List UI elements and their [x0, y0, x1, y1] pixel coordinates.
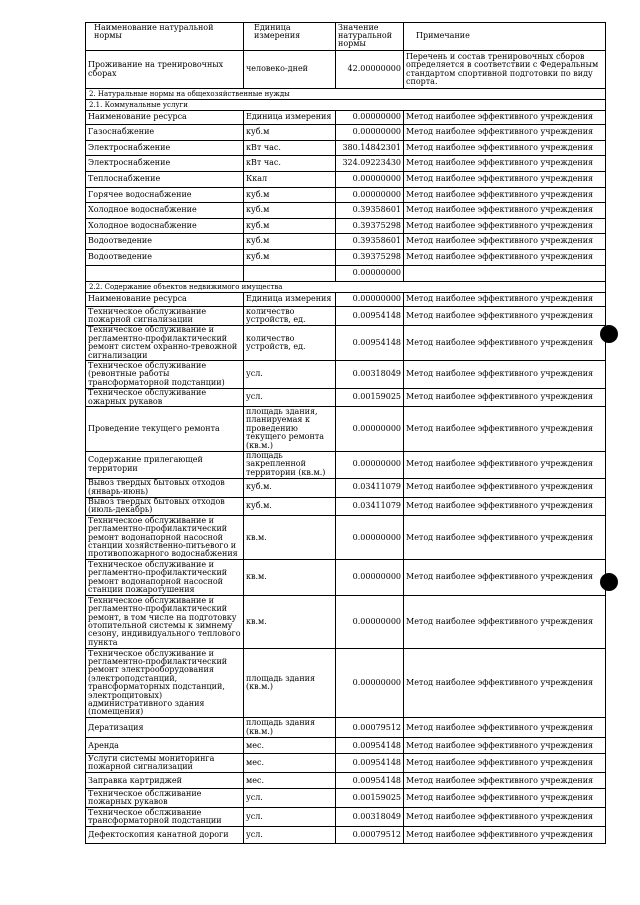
cell-note: Метод наиболее эффективного учреждения: [404, 188, 606, 203]
norms-table-body: [86, 23, 606, 844]
utility-row: [86, 172, 606, 188]
property-row: [86, 478, 606, 497]
cell-note: Метод наиболее эффективного учреждения: [404, 649, 606, 718]
training-row: [86, 51, 606, 89]
cell-unit: мес.: [244, 754, 336, 773]
cell-value: 0.00159025: [336, 789, 404, 808]
cell-value: 0.00079512: [336, 718, 404, 738]
cell-name: Дефектоскопия канатной дороги: [86, 826, 244, 843]
cell-value: 0.00318049: [336, 361, 404, 388]
property-row: [86, 325, 606, 361]
cell-note: Метод наиболее эффективного учреждения: [404, 826, 606, 843]
cell-value: 0.00000000: [336, 596, 404, 649]
property-row: [86, 388, 606, 407]
cell-note: Метод наиболее эффективного учреждения: [404, 325, 606, 361]
utility-row: [86, 111, 606, 125]
section-2-2-row: [86, 282, 606, 293]
cell-name: Техническое обслуживание (ревонтные работы трансформаторной подстанции): [86, 361, 244, 388]
table-header-row: [86, 23, 606, 51]
cell-note: Метод наиболее эффективного учреждения: [404, 141, 606, 156]
cell-name: Техническое обслуживание ожарных рукавов: [86, 388, 244, 407]
cell-name: Электроснабжение: [86, 141, 244, 156]
cell-name: Техническое обслуживание и регламентно-профилактический ремонт систем охранно-тревожной сигнализации: [86, 325, 244, 361]
training-name: Проживание на тренировочных сборах: [86, 51, 244, 89]
cell-name: Водоотведение: [86, 250, 244, 266]
utility-row: [86, 234, 606, 250]
section-2-title: 2. Натуральные нормы на общехозяйственные нужды: [86, 89, 606, 100]
cell-value: 380.14842301: [336, 141, 404, 156]
cell-unit: площадь здания, планируемая к проведению текущего ремонта (кв.м.): [244, 407, 336, 451]
punch-hole-lower: [600, 573, 618, 591]
cell-unit: куб.м: [244, 188, 336, 203]
cell-name: Дератизация: [86, 718, 244, 738]
utility-row: [86, 188, 606, 203]
property-row: [86, 307, 606, 326]
training-unit: человеко-дней: [244, 51, 336, 89]
cell-unit: площадь закрепленной территории (кв.м.): [244, 451, 336, 478]
cell-unit: количество устройств, ед.: [244, 307, 336, 326]
cell-note: Метод наиболее эффективного учреждения: [404, 718, 606, 738]
norms-document: [85, 22, 605, 844]
cell-unit: усл.: [244, 361, 336, 388]
header-name: Наименование натуральной нормы: [86, 23, 244, 51]
cell-note: Метод наиболее эффективного учреждения: [404, 789, 606, 808]
cell-name: [86, 266, 244, 282]
section-2-1-title: 2.1. Коммунальные услуги: [86, 100, 606, 111]
cell-unit: куб.м: [244, 234, 336, 250]
cell-note: Метод наиболее эффективного учреждения: [404, 560, 606, 596]
cell-unit: Единица измерения: [244, 111, 336, 125]
cell-note: [404, 266, 606, 282]
property-row: [86, 560, 606, 596]
cell-note: Метод наиболее эффективного учреждения: [404, 172, 606, 188]
utility-row: [86, 266, 606, 282]
cell-unit: усл.: [244, 826, 336, 843]
cell-note: Метод наиболее эффективного учреждения: [404, 361, 606, 388]
section-2-1-row: [86, 100, 606, 111]
property-row: [86, 361, 606, 388]
cell-unit: площадь здания (кв.м.): [244, 718, 336, 738]
cell-value: 0.00000000: [336, 451, 404, 478]
cell-note: Метод наиболее эффективного учреждения: [404, 497, 606, 516]
cell-name: Техническое обслуживание и регламентно-профилактический ремонт водонапорной насосной станции пожаротушения: [86, 560, 244, 596]
cell-note: Метод наиболее эффективного учреждения: [404, 307, 606, 326]
property-row: [86, 293, 606, 307]
property-row: [86, 789, 606, 808]
utility-row: [86, 250, 606, 266]
property-row: [86, 754, 606, 773]
norms-table: [85, 22, 606, 844]
cell-name: Теплоснабжение: [86, 172, 244, 188]
cell-note: Метод наиболее эффективного учреждения: [404, 250, 606, 266]
cell-note: Метод наиболее эффективного учреждения: [404, 596, 606, 649]
cell-value: 0.00000000: [336, 266, 404, 282]
cell-name: Холодное водоснабжение: [86, 219, 244, 234]
property-row: [86, 718, 606, 738]
section-2-row: [86, 89, 606, 100]
cell-name: Техническое обслживание трансформаторной подстанции: [86, 808, 244, 827]
cell-name: Услуги системы мониторинга пожарной сигнализации: [86, 754, 244, 773]
cell-value: 0.00000000: [336, 188, 404, 203]
cell-note: Метод наиболее эффективного учреждения: [404, 125, 606, 141]
cell-note: Метод наиболее эффективного учреждения: [404, 219, 606, 234]
property-row: [86, 808, 606, 827]
cell-name: Техническое обслуживание пожарной сигнализации: [86, 307, 244, 326]
cell-note: Метод наиболее эффективного учреждения: [404, 808, 606, 827]
cell-value: 0.39375298: [336, 250, 404, 266]
cell-note: Метод наиболее эффективного учреждения: [404, 478, 606, 497]
cell-name: Газоснабжение: [86, 125, 244, 141]
cell-unit: куб.м: [244, 125, 336, 141]
cell-value: 0.03411079: [336, 497, 404, 516]
cell-value: 324.09223430: [336, 156, 404, 172]
cell-value: 0.00954148: [336, 738, 404, 754]
property-row: [86, 497, 606, 516]
utility-row: [86, 141, 606, 156]
cell-unit: кВт час.: [244, 141, 336, 156]
cell-unit: куб.м: [244, 219, 336, 234]
cell-value: 0.00079512: [336, 826, 404, 843]
cell-name: Вывоз твердых бытовых отходов (июль-декабрь): [86, 497, 244, 516]
cell-value: 0.00159025: [336, 388, 404, 407]
cell-unit: кв.м.: [244, 560, 336, 596]
cell-unit: площадь здания (кв.м.): [244, 649, 336, 718]
cell-name: Наименование ресурса: [86, 293, 244, 307]
cell-name: Техническое обслуживание и регламентно-профилактический ремонт, в том числе на подготовку отопительной системы к зимнему сезону, индивидуального теплового пункта: [86, 596, 244, 649]
cell-unit: куб.м: [244, 203, 336, 219]
cell-unit: кв.м.: [244, 596, 336, 649]
cell-name: Техническое обслживание пожарных рукавов: [86, 789, 244, 808]
cell-name: Аренда: [86, 738, 244, 754]
cell-name: Холодное водоснабжение: [86, 203, 244, 219]
training-note: Перечень и состав тренировочных сборов определяется в соответствии с Федеральным стандартом спортивной подготовки по виду спорта.: [404, 51, 606, 89]
cell-value: 0.00000000: [336, 560, 404, 596]
cell-name: Проведение текущего ремонта: [86, 407, 244, 451]
cell-unit: Ккал: [244, 172, 336, 188]
cell-note: Метод наиболее эффективного учреждения: [404, 293, 606, 307]
header-value: Значение натуральной нормы: [336, 23, 404, 51]
utility-row: [86, 203, 606, 219]
property-row: [86, 596, 606, 649]
cell-value: 0.00000000: [336, 649, 404, 718]
punch-hole-upper: [600, 325, 618, 343]
cell-name: Техническое обслуживание и регламентно-профилактический ремонт водонапорной насосной станции хозяйственно-питьевого и противопожарного водоснабжения: [86, 516, 244, 560]
cell-note: Метод наиболее эффективного учреждения: [404, 388, 606, 407]
cell-note: Метод наиболее эффективного учреждения: [404, 203, 606, 219]
cell-unit: куб.м: [244, 250, 336, 266]
cell-unit: усл.: [244, 789, 336, 808]
cell-unit: [244, 266, 336, 282]
cell-note: Метод наиболее эффективного учреждения: [404, 156, 606, 172]
cell-value: 0.00000000: [336, 111, 404, 125]
cell-value: 0.00000000: [336, 172, 404, 188]
property-row: [86, 516, 606, 560]
cell-value: 0.00000000: [336, 293, 404, 307]
cell-note: Метод наиболее эффективного учреждения: [404, 738, 606, 754]
cell-name: Содержание прилегающей территории: [86, 451, 244, 478]
cell-value: 0.39375298: [336, 219, 404, 234]
utility-row: [86, 156, 606, 172]
cell-name: Водоотведение: [86, 234, 244, 250]
property-row: [86, 826, 606, 843]
cell-name: Наименование ресурса: [86, 111, 244, 125]
cell-name: Вывоз твердых бытовых отходов (январь-июнь): [86, 478, 244, 497]
cell-name: Заправка картриджей: [86, 773, 244, 789]
cell-note: Метод наиболее эффективного учреждения: [404, 407, 606, 451]
cell-value: 0.39358601: [336, 234, 404, 250]
training-value: 42.00000000: [336, 51, 404, 89]
header-unit: Единица измерения: [244, 23, 336, 51]
cell-unit: мес.: [244, 738, 336, 754]
cell-value: 0.39358601: [336, 203, 404, 219]
cell-unit: усл.: [244, 808, 336, 827]
cell-name: Техническое обслуживание и регламентно-профилактический ремонт электрооборудования (электроподстанций, трансформаторных подстанций, электрощитовых) административного здания (помещения): [86, 649, 244, 718]
property-row: [86, 451, 606, 478]
cell-value: 0.00000000: [336, 407, 404, 451]
cell-note: Метод наиболее эффективного учреждения: [404, 754, 606, 773]
cell-value: 0.00000000: [336, 516, 404, 560]
cell-name: Электроснабжение: [86, 156, 244, 172]
cell-unit: мес.: [244, 773, 336, 789]
utility-row: [86, 125, 606, 141]
cell-unit: куб.м.: [244, 478, 336, 497]
cell-value: 0.00954148: [336, 325, 404, 361]
cell-value: 0.00954148: [336, 307, 404, 326]
cell-value: 0.00000000: [336, 125, 404, 141]
cell-unit: кв.м.: [244, 516, 336, 560]
property-row: [86, 649, 606, 718]
cell-value: 0.00954148: [336, 754, 404, 773]
property-row: [86, 407, 606, 451]
cell-note: Метод наиболее эффективного учреждения: [404, 516, 606, 560]
cell-name: Горячее водоснабжение: [86, 188, 244, 203]
cell-note: Метод наиболее эффективного учреждения: [404, 773, 606, 789]
utility-row: [86, 219, 606, 234]
cell-value: 0.03411079: [336, 478, 404, 497]
cell-note: Метод наиболее эффективного учреждения: [404, 111, 606, 125]
property-row: [86, 773, 606, 789]
cell-unit: куб.м.: [244, 497, 336, 516]
cell-note: Метод наиболее эффективного учреждения: [404, 451, 606, 478]
cell-unit: усл.: [244, 388, 336, 407]
property-row: [86, 738, 606, 754]
cell-value: 0.00954148: [336, 773, 404, 789]
cell-unit: количество устройств, ед.: [244, 325, 336, 361]
cell-unit: кВт час.: [244, 156, 336, 172]
cell-value: 0.00318049: [336, 808, 404, 827]
cell-unit: Единица измерения: [244, 293, 336, 307]
cell-note: Метод наиболее эффективного учреждения: [404, 234, 606, 250]
section-2-2-title: 2.2. Содержание объектов недвижимого имущества: [86, 282, 606, 293]
header-note: Примечание: [404, 23, 606, 51]
